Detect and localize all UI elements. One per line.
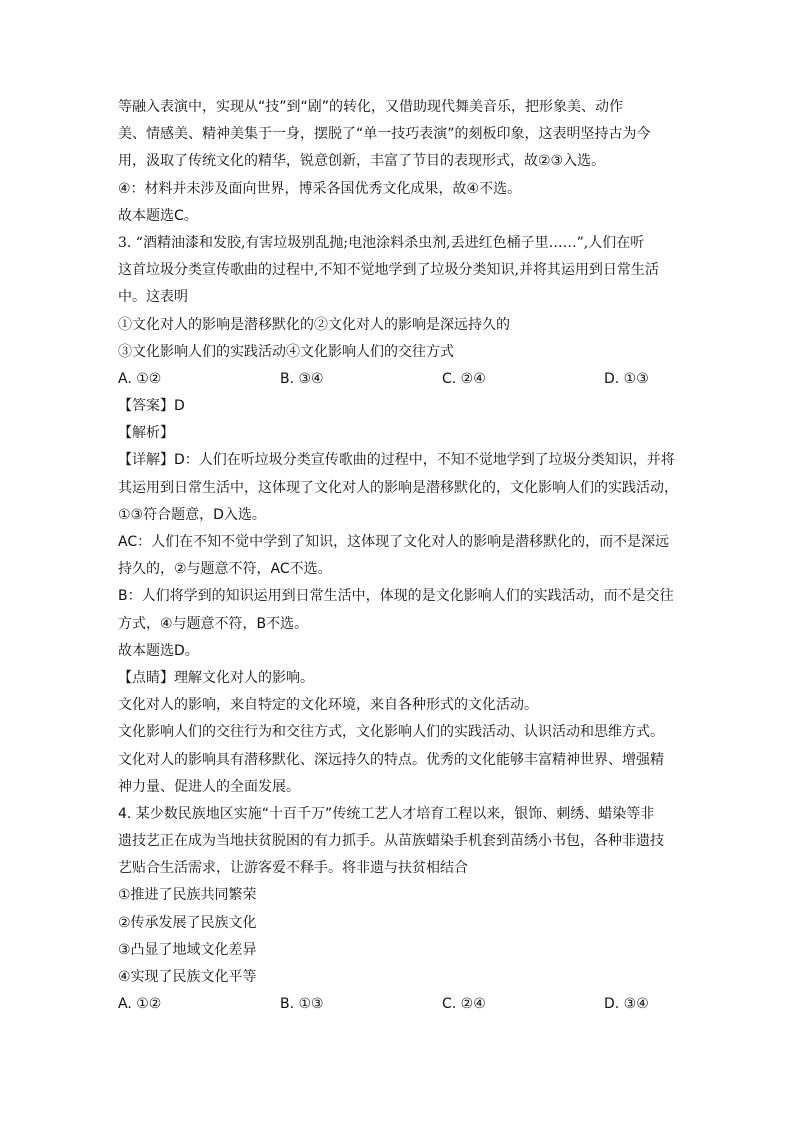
option-c: C. ②④ [442, 996, 486, 1013]
analysis-line: 文化对人的影响，来自特定的文化环境，来自各种形式的文化活动。 [118, 697, 538, 714]
analysis-line: 文化影响人们的交往行为和交往方式，文化影响人们的实践活动、认识活动和思维方式。 [118, 724, 664, 741]
question-4-options [118, 991, 684, 1018]
question-3-stem: 中。这表明 [118, 289, 188, 306]
option-d: D. ③④ [604, 996, 649, 1013]
question-4-choice: ①推进了民族共同繁荣 [118, 887, 257, 904]
question-4-stem: 4. 某少数民族地区实施“十百千万”传统工艺人才培育工程以来，银饰、刺绣、蜡染等非 [118, 805, 655, 822]
text-line: ④：材料并未涉及面向世界，博采各国优秀文化成果，故④不选。 [118, 180, 522, 197]
option-b: B. ①③ [280, 996, 324, 1013]
question-4-stem: 遗技艺正在成为当地扶贫脱困的有力抓手。从苗族蜡染手机套到苗绣小书包，各种非遗技 [118, 833, 664, 850]
question-3-options [118, 366, 684, 393]
question-3-choice: ①文化对人的影响是潜移默化的②文化对人的影响是深远持久的 [118, 316, 510, 333]
text-line: 用，汲取了传统文化的精华，锐意创新，丰富了节目的表现形式，故②③入选。 [118, 153, 606, 170]
option-d: D. ①③ [604, 370, 649, 387]
analysis-line: 【详解】D：人们在听垃圾分类宣传歌曲的过程中，不知不觉地学到了垃圾分类知识，并将 [118, 452, 675, 469]
option-a: A. ①② [118, 370, 162, 387]
question-4-choice: ③凸显了地域文化差异 [118, 941, 257, 958]
analysis-line: 神力量、促进人的全面发展。 [118, 778, 300, 795]
question-3-stem: 3. “酒精油漆和发胶,有害垃圾别乱抛;电池涂料杀虫剂,丢进红色桶子里……”,人们在听 [118, 234, 645, 251]
page-content [118, 94, 684, 1018]
analysis-line: 其运用到日常生活中，这体现了文化对人的影响是潜移默化的，文化影响人们的实践活动， [118, 479, 678, 496]
analysis-line: AC：人们在不知不觉中学到了知识，这体现了文化对人的影响是潜移默化的，而不是深远 [118, 534, 670, 550]
question-3-stem: 这首垃圾分类宣传歌曲的过程中,不知不觉地学到了垃圾分类知识,并将其运用到日常生活 [118, 262, 659, 279]
text-line: 等融入表演中，实现从“技”到“剧”的转化，又借助现代舞美音乐，把形象美、动作 [118, 99, 624, 115]
question-4-stem: 艺贴合生活需求，让游客爱不释手。将非遗与扶贫相结合 [118, 860, 468, 877]
option-a: A. ①② [118, 996, 162, 1013]
answer-label: 【答案】D [118, 398, 185, 415]
question-4-choice: ②传承发展了民族文化 [118, 914, 257, 931]
analysis-line: 故本题选D。 [118, 642, 199, 659]
analysis-line: 文化对人的影响具有潜移默化、深远持久的特点。优秀的文化能够丰富精神世界、增强精 [118, 751, 664, 768]
analysis-line: 【点睛】理解文化对人的影响。 [118, 669, 314, 686]
analysis-line: B：人们将学到的知识运用到日常生活中，体现的是文化影响人们的实践活动，而不是交往 [118, 588, 674, 605]
analysis-line: 持久的，②与题意不符，AC不选。 [118, 561, 332, 578]
option-b: B. ③④ [280, 370, 324, 387]
analysis-line: 方式，④与题意不符，B不选。 [118, 615, 309, 632]
question-3-choice: ③文化影响人们的实践活动④文化影响人们的交往方式 [118, 343, 454, 360]
text-line: 故本题选C。 [118, 207, 198, 224]
option-c: C. ②④ [442, 370, 486, 387]
question-4-choice: ④实现了民族文化平等 [118, 969, 257, 985]
text-line: 美、情感美、精神美集于一身，摆脱了“单一技巧表演”的刻板印象，这表明坚持古为今 [118, 126, 651, 143]
analysis-header: 【解析】 [118, 425, 174, 442]
analysis-line: ①③符合题意，D入选。 [118, 506, 266, 523]
